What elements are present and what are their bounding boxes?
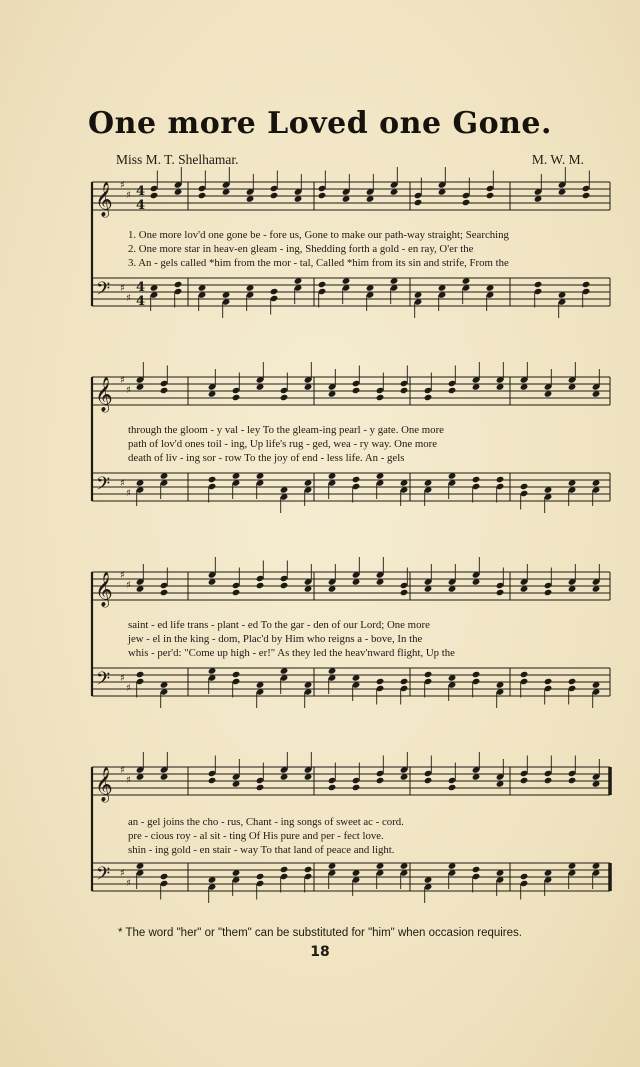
note-head [136, 671, 145, 678]
music-system-1 [92, 180, 612, 330]
bass-clef-icon: 𝄢 [96, 669, 111, 694]
lyric-line: path of lov'd ones toil - ing, Up life's rug - ged, wea - ry way. One more [128, 438, 438, 450]
sharp-icon: ♯ [126, 580, 131, 591]
note-head [400, 589, 409, 596]
lyric-line: 2. One more star in heav-en gleam - ing, Shedding forth a gold - en ray, O'er the [128, 243, 474, 255]
note-head [568, 678, 577, 685]
lyric-line: pre - cious roy - al sit - ting Of His pure and per - fect love. [128, 830, 384, 842]
sharp-icon: ♯ [126, 293, 131, 304]
note-head [568, 777, 577, 784]
note-head [400, 678, 409, 685]
note-head [352, 784, 361, 791]
lyric-line: 1. One more lov'd one gone be - fore us, Gone to make our path-way straight; Searching [128, 229, 509, 241]
lyric-line: through the gloom - y val - ley To the gleam-ing pearl - y gate. One more [128, 424, 444, 436]
sharp-icon: ♯ [126, 683, 131, 694]
footnote: * The word "her" or "them" can be substituted for "him" when occasion requires. [118, 927, 522, 939]
note-head [198, 192, 207, 199]
note-head [160, 387, 169, 394]
note-head [256, 873, 265, 880]
time-signature: 4 [136, 294, 146, 309]
note-head [208, 777, 217, 784]
lyric-line: saint - ed life trans - plant - ed To the gar - den of our Lord; One more [128, 619, 430, 631]
lyric-line: death of liv - ing sor - row To the joy of end - less life. An - gels [128, 452, 405, 464]
note-head [376, 678, 385, 685]
note-head [328, 784, 337, 791]
note-head [414, 199, 423, 206]
sharp-icon: ♯ [120, 868, 125, 879]
sharp-icon: ♯ [120, 570, 125, 581]
note-head [304, 866, 313, 873]
note-head [160, 589, 169, 596]
treble-clef-icon: 𝄞 [95, 377, 113, 412]
note-head [280, 394, 289, 401]
note-head [256, 784, 265, 791]
sharp-icon: ♯ [120, 375, 125, 386]
sharp-icon: ♯ [120, 673, 125, 684]
treble-clef-icon: 𝄞 [95, 182, 113, 217]
bass-clef-icon: 𝄢 [96, 864, 111, 889]
note-head [520, 777, 529, 784]
hymn-title: One more Loved one Gone. [88, 106, 552, 141]
note-head [352, 476, 361, 483]
note-head [424, 394, 433, 401]
note-head [520, 483, 529, 490]
time-signature: 4 [136, 280, 146, 295]
note-head [318, 281, 327, 288]
note-head [270, 192, 279, 199]
sharp-icon: ♯ [126, 775, 131, 786]
note-head [462, 199, 471, 206]
note-head [400, 387, 409, 394]
bass-clef-icon: 𝄢 [96, 279, 111, 304]
treble-clef-icon: 𝄞 [95, 572, 113, 607]
time-signature: 4 [136, 198, 146, 213]
time-signature: 4 [136, 184, 146, 199]
note-head [376, 394, 385, 401]
lyric-line: 3. An - gels called *him from the mor - tal, Called *him from its sin and strife, From the [128, 257, 509, 269]
sharp-icon: ♯ [120, 283, 125, 294]
note-head [232, 394, 241, 401]
note-head [376, 777, 385, 784]
lyric-line: shin - ing gold - en stair - way To that land of peace and light. [128, 844, 395, 856]
note-head [270, 288, 279, 295]
music-system-4 [92, 765, 612, 915]
note-head [472, 671, 481, 678]
note-head [232, 589, 241, 596]
note-head [280, 582, 289, 589]
note-head [448, 784, 457, 791]
note-head [424, 671, 433, 678]
note-head [232, 671, 241, 678]
music-system-3 [92, 570, 612, 720]
sharp-icon: ♯ [126, 878, 131, 889]
note-head [534, 281, 543, 288]
sharp-icon: ♯ [126, 190, 131, 201]
treble-clef-icon: 𝄞 [95, 767, 113, 802]
note-head [256, 582, 265, 589]
note-head [496, 589, 505, 596]
note-head [280, 866, 289, 873]
note-head [582, 192, 591, 199]
note-head [472, 866, 481, 873]
note-head [160, 873, 169, 880]
lyric-line: whis - per'd: "Come up high - er!" As they led the heav'nward flight, Up the [128, 647, 455, 659]
note-head [472, 476, 481, 483]
sharp-icon: ♯ [120, 478, 125, 489]
sharp-icon: ♯ [126, 488, 131, 499]
composer-credit: M. W. M. [531, 152, 584, 167]
note-head [496, 476, 505, 483]
lyric-line: an - gel joins the cho - rus, Chant - ing songs of sweet ac - cord. [128, 816, 404, 828]
note-head [544, 589, 553, 596]
sharp-icon: ♯ [120, 765, 125, 776]
page-number: 18 [310, 944, 330, 960]
lyric-line: jew - el in the king - dom, Plac'd by Him who reigns a - bove, In the [128, 633, 423, 645]
note-head [582, 281, 591, 288]
note-head [448, 387, 457, 394]
note-head [424, 777, 433, 784]
note-head [544, 777, 553, 784]
sharp-icon: ♯ [120, 180, 125, 191]
note-head [352, 387, 361, 394]
note-head [520, 873, 529, 880]
note-head [150, 192, 159, 199]
note-head [174, 281, 183, 288]
note-head [486, 192, 495, 199]
music-system-2 [92, 375, 612, 525]
sharp-icon: ♯ [126, 385, 131, 396]
lyricist-credit: Miss M. T. Shelhamar. [116, 152, 239, 167]
note-head [318, 192, 327, 199]
note-head [208, 476, 217, 483]
bass-clef-icon: 𝄢 [96, 474, 111, 499]
note-head [520, 671, 529, 678]
note-head [544, 678, 553, 685]
